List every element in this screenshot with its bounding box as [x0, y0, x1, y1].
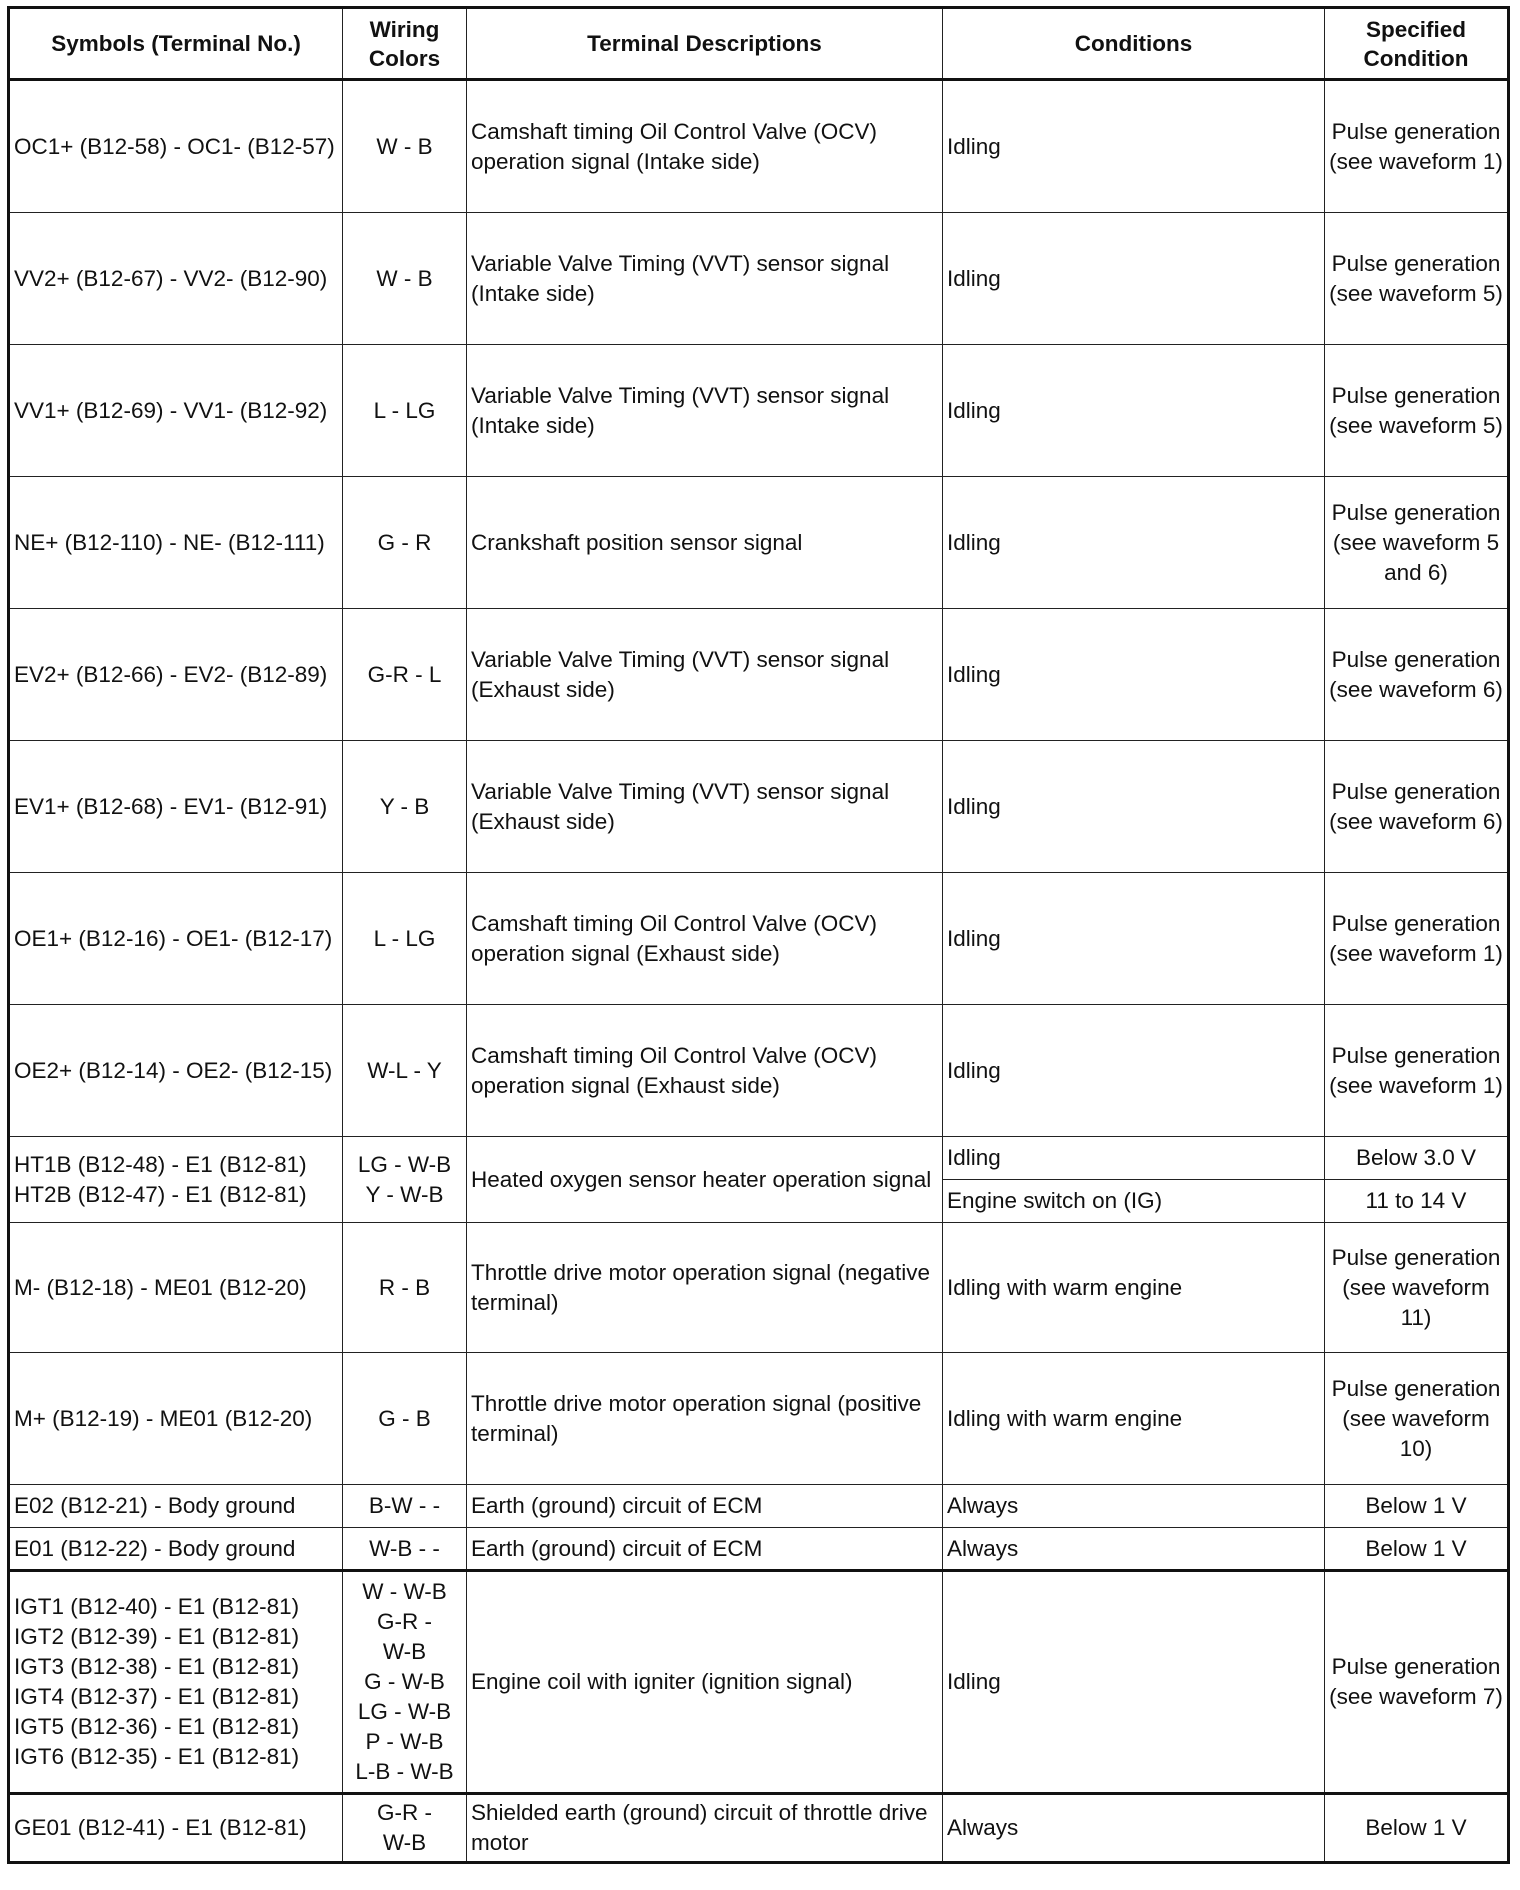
description-cell: Heated oxygen sensor heater operation signal — [467, 1137, 943, 1223]
table-row — [9, 1485, 1509, 1528]
description-cell: Engine coil with igniter (ignition signal) — [467, 1571, 943, 1794]
table-row — [9, 1137, 1509, 1180]
table-row — [9, 1353, 1509, 1485]
symbol-cell: EV1+ (B12-68) - EV1- (B12-91) — [9, 741, 343, 873]
condition-cell: Always — [943, 1528, 1325, 1571]
symbol-cell: M- (B12-18) - ME01 (B12-20) — [9, 1223, 343, 1353]
symbol-cell: M+ (B12-19) - ME01 (B12-20) — [9, 1353, 343, 1485]
wiring-cell: G - R — [343, 477, 467, 609]
header-wiring: Wiring Colors — [343, 8, 467, 80]
specified-cell: Pulse generation (see waveform 1) — [1325, 1005, 1509, 1137]
wiring-cell: L - LG — [343, 873, 467, 1005]
symbol-cell: VV2+ (B12-67) - VV2- (B12-90) — [9, 213, 343, 345]
specified-cell: 11 to 14 V — [1325, 1180, 1509, 1223]
symbol-cell: HT1B (B12-48) - E1 (B12-81) HT2B (B12-47) - E1 (B12-81) — [9, 1137, 343, 1223]
symbol-cell: NE+ (B12-110) - NE- (B12-111) — [9, 477, 343, 609]
header-conditions: Conditions — [943, 8, 1325, 80]
symbol-cell: OE1+ (B12-16) - OE1- (B12-17) — [9, 873, 343, 1005]
condition-cell: Idling — [943, 873, 1325, 1005]
condition-cell: Idling — [943, 1137, 1325, 1180]
condition-cell: Idling — [943, 80, 1325, 213]
symbol-cell: OE2+ (B12-14) - OE2- (B12-15) — [9, 1005, 343, 1137]
specified-cell: Pulse generation (see waveform 1) — [1325, 873, 1509, 1005]
symbol-cell: OC1+ (B12-58) - OC1- (B12-57) — [9, 80, 343, 213]
condition-cell: Engine switch on (IG) — [943, 1180, 1325, 1223]
wiring-cell: W - B — [343, 80, 467, 213]
description-cell: Variable Valve Timing (VVT) sensor signal (Intake side) — [467, 213, 943, 345]
description-cell: Camshaft timing Oil Control Valve (OCV) operation signal (Intake side) — [467, 80, 943, 213]
symbol-cell: IGT1 (B12-40) - E1 (B12-81) IGT2 (B12-39) - E1 (B12-81) IGT3 (B12-38) - E1 (B12-81) IGT4 (B12-37) - E1 (B12-81) IGT5 (B12-36) - E1 (B12-81) IGT6 (B12-35) - E1 (B12-81) — [9, 1571, 343, 1794]
wiring-cell: B-W - - — [343, 1485, 467, 1528]
table-row — [9, 741, 1509, 873]
description-cell: Earth (ground) circuit of ECM — [467, 1528, 943, 1571]
condition-cell: Idling with warm engine — [943, 1223, 1325, 1353]
wiring-cell: G-R - L — [343, 609, 467, 741]
description-cell: Earth (ground) circuit of ECM — [467, 1485, 943, 1528]
table-row — [9, 1571, 1509, 1794]
specified-cell: Pulse generation (see waveform 6) — [1325, 609, 1509, 741]
condition-cell: Idling — [943, 609, 1325, 741]
wiring-cell: W - B — [343, 213, 467, 345]
table-row — [9, 1528, 1509, 1571]
condition-cell: Always — [943, 1485, 1325, 1528]
condition-cell: Idling — [943, 741, 1325, 873]
wiring-cell: R - B — [343, 1223, 467, 1353]
wiring-cell: Y - B — [343, 741, 467, 873]
table-row — [9, 873, 1509, 1005]
condition-cell: Idling — [943, 213, 1325, 345]
specified-cell: Pulse generation (see waveform 5) — [1325, 345, 1509, 477]
condition-cell: Always — [943, 1794, 1325, 1863]
wiring-cell: LG - W-B Y - W-B — [343, 1137, 467, 1223]
table-row — [9, 1794, 1509, 1863]
specified-cell: Below 3.0 V — [1325, 1137, 1509, 1180]
description-cell: Camshaft timing Oil Control Valve (OCV) operation signal (Exhaust side) — [467, 873, 943, 1005]
header-descriptions: Terminal Descriptions — [467, 8, 943, 80]
description-cell: Crankshaft position sensor signal — [467, 477, 943, 609]
description-cell: Shielded earth (ground) circuit of throttle drive motor — [467, 1794, 943, 1863]
wiring-cell: L - LG — [343, 345, 467, 477]
wiring-cell: G-R - W-B — [343, 1794, 467, 1863]
condition-cell: Idling — [943, 345, 1325, 477]
description-cell: Throttle drive motor operation signal (negative terminal) — [467, 1223, 943, 1353]
description-cell: Variable Valve Timing (VVT) sensor signal (Intake side) — [467, 345, 943, 477]
wiring-cell: W-B - - — [343, 1528, 467, 1571]
description-cell: Variable Valve Timing (VVT) sensor signal (Exhaust side) — [467, 741, 943, 873]
symbol-cell: GE01 (B12-41) - E1 (B12-81) — [9, 1794, 343, 1863]
description-cell: Variable Valve Timing (VVT) sensor signal (Exhaust side) — [467, 609, 943, 741]
specified-cell: Pulse generation (see waveform 1) — [1325, 80, 1509, 213]
specified-cell: Pulse generation (see waveform 6) — [1325, 741, 1509, 873]
header-symbols: Symbols (Terminal No.) — [9, 8, 343, 80]
wiring-cell: G - B — [343, 1353, 467, 1485]
condition-cell: Idling — [943, 477, 1325, 609]
condition-cell: Idling with warm engine — [943, 1353, 1325, 1485]
specified-cell: Below 1 V — [1325, 1794, 1509, 1863]
table-row — [9, 345, 1509, 477]
wiring-cell: W-L - Y — [343, 1005, 467, 1137]
symbol-cell: E02 (B12-21) - Body ground — [9, 1485, 343, 1528]
condition-cell: Idling — [943, 1005, 1325, 1137]
specified-cell: Pulse generation (see waveform 5 and 6) — [1325, 477, 1509, 609]
header-specified: Specified Condition — [1325, 8, 1509, 80]
table-row — [9, 1223, 1509, 1353]
specified-cell: Pulse generation (see waveform 5) — [1325, 213, 1509, 345]
table-row — [9, 80, 1509, 213]
symbol-cell: E01 (B12-22) - Body ground — [9, 1528, 343, 1571]
table-row — [9, 477, 1509, 609]
description-cell: Camshaft timing Oil Control Valve (OCV) operation signal (Exhaust side) — [467, 1005, 943, 1137]
symbol-cell: EV2+ (B12-66) - EV2- (B12-89) — [9, 609, 343, 741]
condition-cell: Idling — [943, 1571, 1325, 1794]
specified-cell: Below 1 V — [1325, 1485, 1509, 1528]
symbol-cell: VV1+ (B12-69) - VV1- (B12-92) — [9, 345, 343, 477]
terminal-table — [7, 6, 1510, 1864]
table-row — [9, 609, 1509, 741]
specified-cell: Pulse generation (see waveform 10) — [1325, 1353, 1509, 1485]
specified-cell: Below 1 V — [1325, 1528, 1509, 1571]
wiring-cell: W - W-B G-R - W-B G - W-B LG - W-B P - W-B L-B - W-B — [343, 1571, 467, 1794]
table-row — [9, 1005, 1509, 1137]
specified-cell: Pulse generation (see waveform 11) — [1325, 1223, 1509, 1353]
specified-cell: Pulse generation (see waveform 7) — [1325, 1571, 1509, 1794]
description-cell: Throttle drive motor operation signal (positive terminal) — [467, 1353, 943, 1485]
table-row — [9, 213, 1509, 345]
header-row — [9, 8, 1509, 80]
